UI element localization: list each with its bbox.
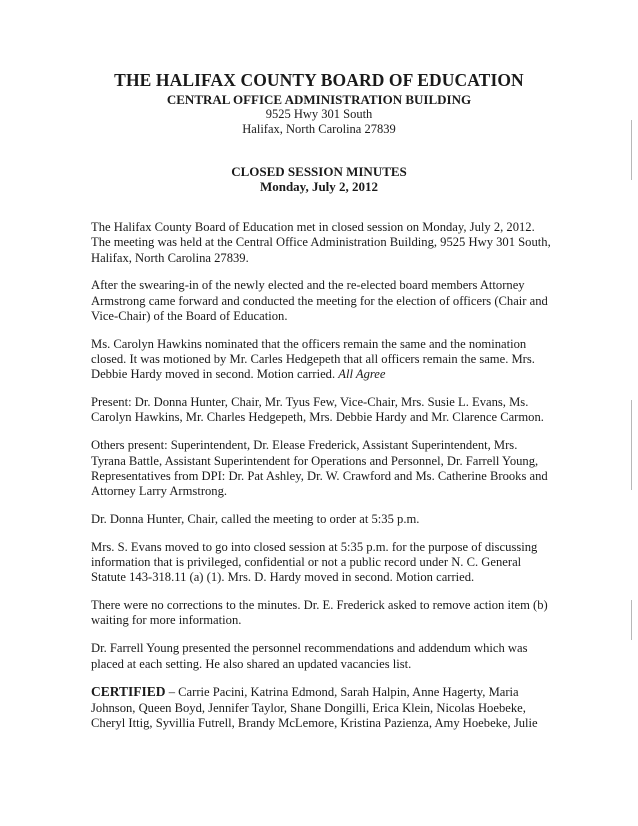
certified-names: – Carrie Pacini, Katrina Edmond, Sarah Halpin, Anne Hagerty, Maria Johnson, Queen Boyd, Jennifer Taylor, Shane Dongilli, Erica Klein, Nicolas Hoebeke, Cheryl Ittig, Syvillia Futrell, Brandy McLemore, Kristina Pazienza, Amy Hoebeke, Julie	[91, 685, 538, 730]
paragraph-closed-session-motion: Mrs. S. Evans moved to go into closed session at 5:35 p.m. for the purpose of discussing information that is privileged, confidential or not a public record under N. C. General Statute 143-318.11 (a) (1). Mrs. D. Hardy moved in second. Motion carried.	[91, 539, 538, 585]
paragraph-nomination	[91, 337, 551, 383]
paragraph-meeting-location: The Halifax County Board of Education met in closed session on Monday, July 2, 2012. The meeting was held at the Central Office Administration Building, 9525 Hwy 301 South, Halifax, North Carolina 27839.	[91, 220, 551, 265]
scan-edge-mark	[631, 400, 632, 490]
building-name: CENTRAL OFFICE ADMINISTRATION BUILDING	[166, 92, 472, 107]
paragraph-call-to-order: Dr. Donna Hunter, Chair, called the meeting to order at 5:35 p.m.	[91, 511, 420, 526]
paragraph-corrections: There were no corrections to the minutes. Dr. E. Frederick asked to remove action item (b) waiting for more information.	[91, 598, 548, 628]
minutes-body	[91, 220, 551, 744]
meeting-date: Monday, July 2, 2012	[259, 179, 379, 194]
paragraph-present: Present: Dr. Donna Hunter, Chair, Mr. Tyus Few, Vice-Chair, Mrs. Susie L. Evans, Ms. Carolyn Hawkins, Mr. Charles Hedgepeth, Mrs. Debbie Hardy and Mr. Clarence Carmon.	[91, 395, 544, 425]
paragraph-others-present: Others present: Superintendent, Dr. Elease Frederick, Assistant Superintendent, Mrs. Tyrana Battle, Assistant Superintendent for Operations and Personnel, Dr. Farrell Young, Representatives from DPI: Dr. Pat Ashley, Dr. W. Crawford and Ms. Catherine Brooks and Attorney Larry Armstrong.	[91, 438, 548, 499]
scan-edge-mark	[631, 600, 632, 640]
paragraph-personnel: Dr. Farrell Young presented the personnel recommendations and addendum which was placed at each setting. He also shared an updated vacancies list.	[91, 641, 528, 671]
address-line-2: Halifax, North Carolina 27839	[242, 122, 396, 136]
nomination-text: Ms. Carolyn Hawkins nominated that the officers remain the same and the nomination closed. It was motioned by Mr. Carles Hedgepeth that all officers remain the same. Mrs. Debbie Hardy moved in second. Motion carried.	[91, 336, 535, 382]
certified-label: CERTIFIED	[91, 684, 166, 700]
organization-title: THE HALIFAX COUNTY BOARD OF EDUCATION	[114, 70, 524, 90]
paragraph-officer-election: After the swearing-in of the newly elected and the re-elected board members Attorney Armstrong came forward and conducted the meeting for the election of officers (Chair and Vice-Chair) of the Board of Education.	[91, 278, 548, 323]
paragraph-certified	[91, 684, 551, 731]
vote-result: All Agree	[338, 367, 386, 382]
document-title: CLOSED SESSION MINUTES	[231, 164, 407, 179]
address-line-1: 9525 Hwy 301 South	[265, 107, 373, 121]
